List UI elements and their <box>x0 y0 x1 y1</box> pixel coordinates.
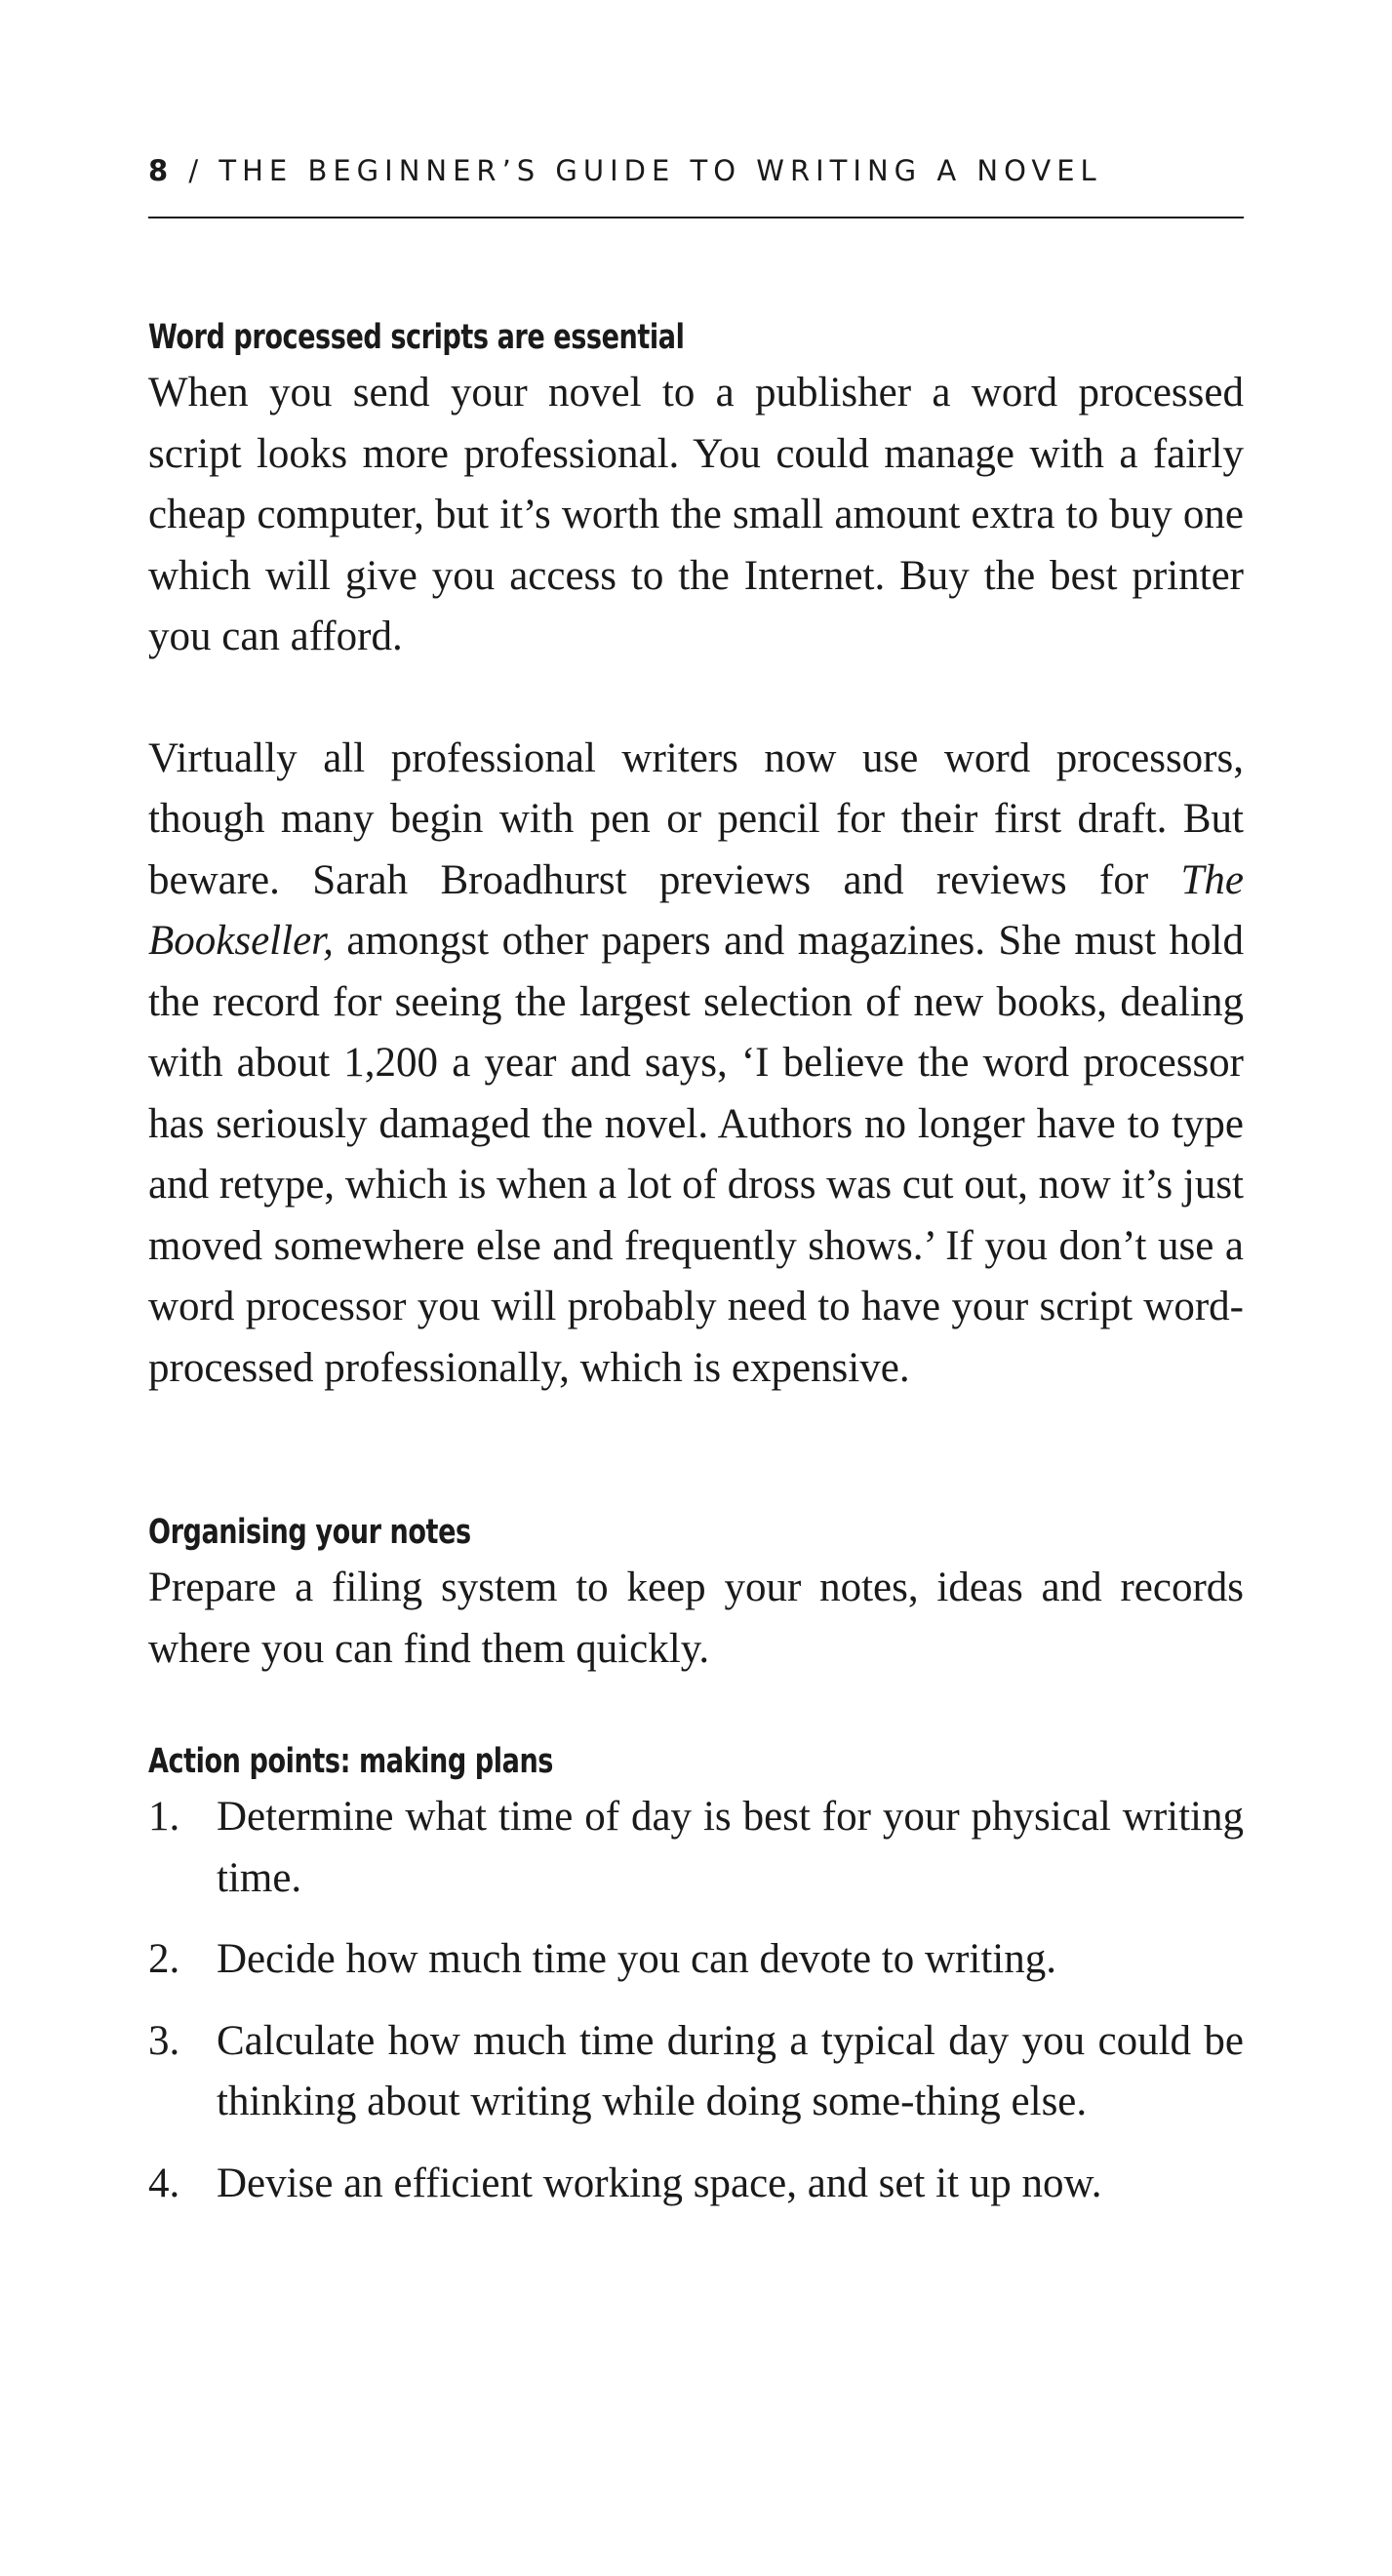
running-head <box>148 151 1244 190</box>
section-heading: Word processed scripts are essential <box>148 318 685 357</box>
list-item <box>148 2154 1244 2215</box>
list-item-text: Determine what time of day is best for your physical writing time. <box>217 1794 1244 1901</box>
paragraph-text: Virtually all professional writers now use word processors, though many begin with pen or pencil for their first draft. But beware. Sarah Broadhurst previews and reviews for <box>148 734 1244 903</box>
paragraph-text: amongst other papers and magazines. She must hold the record for seeing the largest selection of new books, dealing with about 1,200 a year and says, ‘I believe the word processor has seriously damaged the novel. Authors no longer have to type and retype, which is when a lot of dross was cut out, now it’s just moved somewhere else and frequently shows.’ If you don’t use a word processor you will probably need to have your script word-processed professionally, which is expensive. <box>148 918 1244 1391</box>
action-points-list <box>148 1787 1244 2214</box>
section-heading: Organising your notes <box>148 1513 471 1552</box>
paragraph: Prepare a filing system to keep your notes, ideas and records where you can find them quickly. <box>148 1565 1244 1672</box>
list-item-text: Decide how much time you can devote to writing. <box>217 1936 1056 1982</box>
list-item-text: Calculate how much time during a typical day you could be thinking about writing while doing some-thing else. <box>217 2017 1244 2124</box>
running-head-separator: / <box>174 154 219 187</box>
section-organising-notes <box>148 1507 1244 1680</box>
header-rule <box>148 217 1244 218</box>
section-heading: Action points: making plans <box>148 1742 554 1781</box>
list-item <box>148 1929 1244 1991</box>
list-item <box>148 1787 1244 1909</box>
list-item-number: 1. <box>148 1794 180 1840</box>
paragraph <box>148 729 1244 1400</box>
section-word-processed <box>148 312 1244 1399</box>
list-item-number: 2. <box>148 1936 180 1982</box>
book-title: THE BEGINNER’S GUIDE TO WRITING A NOVEL <box>219 154 1102 187</box>
publication-title: The Bookseller, <box>148 856 1244 964</box>
list-item <box>148 2011 1244 2133</box>
section-action-points <box>148 1736 1244 2235</box>
list-item-number: 4. <box>148 2160 180 2206</box>
list-item-number: 3. <box>148 2017 180 2064</box>
list-item-text: Devise an efficient working space, and set it up now. <box>217 2160 1102 2206</box>
paragraph: When you send your novel to a publisher a word processed script looks more professional. You could manage with a fairly cheap computer, but it’s worth the small amount extra to buy one which will give you access to the Internet. Buy the best printer you can afford. <box>148 370 1244 659</box>
page-number: 8 <box>148 154 175 187</box>
